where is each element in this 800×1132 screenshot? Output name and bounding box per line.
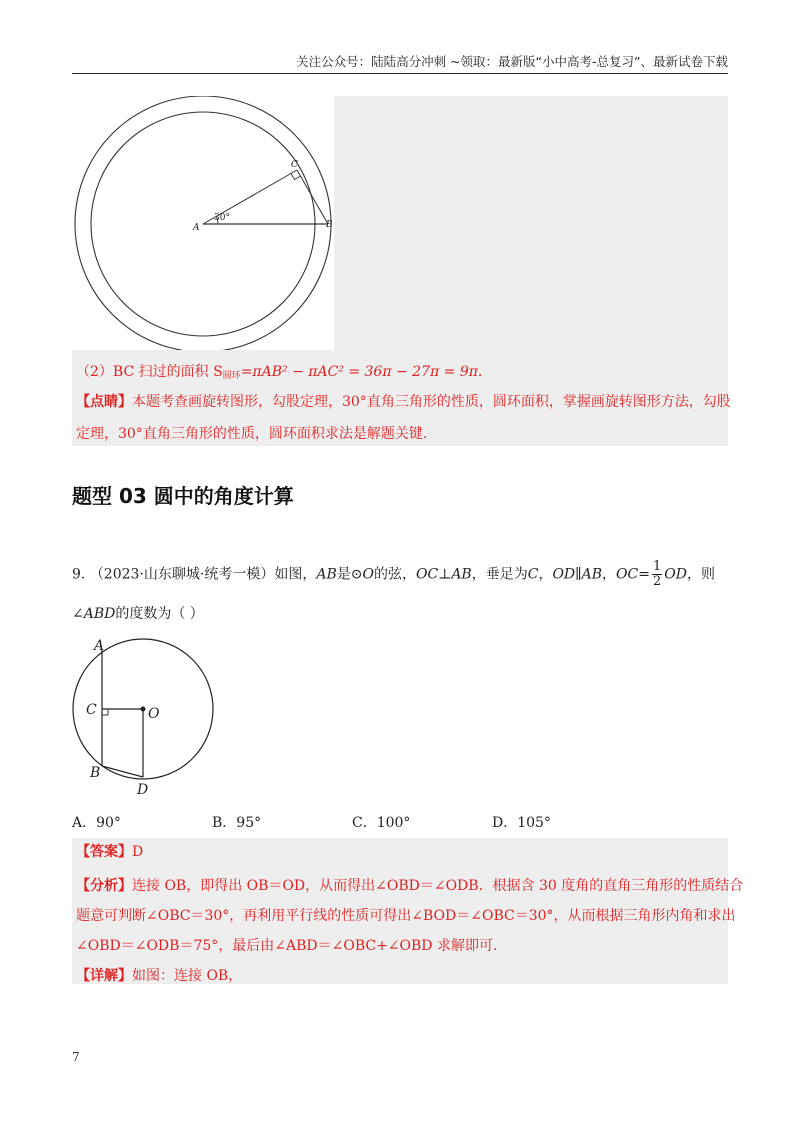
analysis-line1 bbox=[76, 876, 743, 896]
q-text6: ，垂足为 bbox=[471, 566, 528, 583]
q-od: OD bbox=[664, 566, 687, 583]
label-d: D bbox=[137, 782, 149, 798]
page-header: 关注公众号：陆陆高分冲刺 ~领取：最新版“小中高考-总复习”、最新试卷下载 bbox=[296, 54, 728, 69]
option-d[interactable]: D．105° bbox=[492, 815, 551, 831]
analysis-line3: ∠OBD＝∠ODB＝75°，最后由∠ABD＝∠OBC+∠OBD 求解即可. bbox=[76, 938, 498, 954]
q-text10: ， bbox=[602, 566, 617, 583]
q-c: C bbox=[527, 566, 539, 583]
solution-part2 bbox=[76, 362, 482, 386]
fraction-one-half bbox=[652, 560, 662, 589]
q-text8: ， bbox=[538, 566, 553, 583]
q-o: O bbox=[362, 566, 374, 583]
label-c: C bbox=[86, 702, 97, 718]
q-ab: AB bbox=[316, 566, 337, 583]
header-rule bbox=[72, 73, 728, 74]
rotation-figure-svg bbox=[72, 96, 334, 350]
q-od-parallel: OD∥AB bbox=[552, 566, 603, 583]
page-number: 7 bbox=[72, 1050, 80, 1064]
option-c[interactable]: C．100° bbox=[352, 815, 411, 831]
label-b: B bbox=[326, 220, 333, 230]
rotation-figure bbox=[72, 96, 334, 350]
point-comment-line2: 定理，30°直角三角形的性质，圆环面积求法是解题关键. bbox=[76, 426, 428, 442]
circle-chord-figure bbox=[72, 632, 222, 800]
q-text4: 的弦， bbox=[373, 566, 416, 583]
question-number: 9. bbox=[72, 566, 86, 583]
right-angle-mark bbox=[102, 709, 108, 715]
q-oc-perp: OC⊥AB bbox=[415, 566, 472, 583]
detail-text: 如图：连接 OB， bbox=[132, 968, 243, 984]
q-text2: 是⊙ bbox=[336, 566, 363, 583]
q-line2-rest: 的度数为（ ） bbox=[115, 606, 204, 622]
label-b: B bbox=[90, 765, 101, 781]
analysis-tag: 【分析】 bbox=[76, 878, 132, 894]
detail-tag: 【详解】 bbox=[76, 968, 132, 984]
answer-line bbox=[76, 842, 143, 862]
q-oc: OC bbox=[616, 566, 639, 583]
frac-denominator: 2 bbox=[652, 574, 662, 589]
outer-circle bbox=[75, 96, 331, 350]
point-comment-tag: 【点睛】 bbox=[76, 394, 132, 410]
q-text14: ，则 bbox=[686, 566, 715, 583]
point-comment-text1: 本题考查画旋转图形，勾股定理，30°直角三角形的性质，圆环面积，掌握画旋转图形方法，勾股 bbox=[132, 394, 731, 410]
detail-line bbox=[76, 966, 242, 986]
q-equals: = bbox=[638, 566, 650, 583]
label-o: O bbox=[148, 706, 160, 722]
label-a: A bbox=[94, 638, 105, 654]
analysis-line2: 题意可判断∠OBC＝30°，再利用平行线的性质可得出∠BOD＝∠OBC＝30°，从而根据三角形内角和求出 bbox=[76, 908, 736, 924]
angle-label: 30° bbox=[214, 213, 230, 223]
question-line2 bbox=[72, 604, 204, 624]
solution-subscript: 圆环 bbox=[222, 371, 241, 381]
option-a[interactable]: A．90° bbox=[72, 815, 121, 831]
answer-value: D bbox=[132, 844, 144, 860]
center-dot bbox=[141, 707, 146, 712]
question-line1 bbox=[72, 560, 715, 589]
option-b[interactable]: B．95° bbox=[212, 815, 262, 831]
label-a: A bbox=[193, 223, 200, 233]
solution-prefix: （2）BC 扫过的面积 S bbox=[76, 364, 223, 380]
analysis-text1: 连接 OB，即得出 OB＝OD，从而得出∠OBD＝∠ODB．根据含 30 度角的直角三角形的性质结合 bbox=[132, 878, 744, 894]
q-angle-abd: ∠ABD bbox=[72, 606, 116, 622]
label-c: C bbox=[291, 160, 298, 170]
solution-formula: =πAB² − πAC² = 36π − 27π = 9π. bbox=[240, 364, 483, 380]
answer-options bbox=[72, 812, 632, 832]
question-source: （2023·山东聊城·统考一模）如图， bbox=[89, 566, 317, 583]
section-title: 题型 03 圆中的角度计算 bbox=[72, 484, 294, 508]
point-comment-line1 bbox=[76, 392, 731, 412]
frac-numerator: 1 bbox=[652, 559, 662, 574]
segment-cb bbox=[297, 170, 328, 224]
answer-tag: 【答案】 bbox=[76, 844, 132, 860]
